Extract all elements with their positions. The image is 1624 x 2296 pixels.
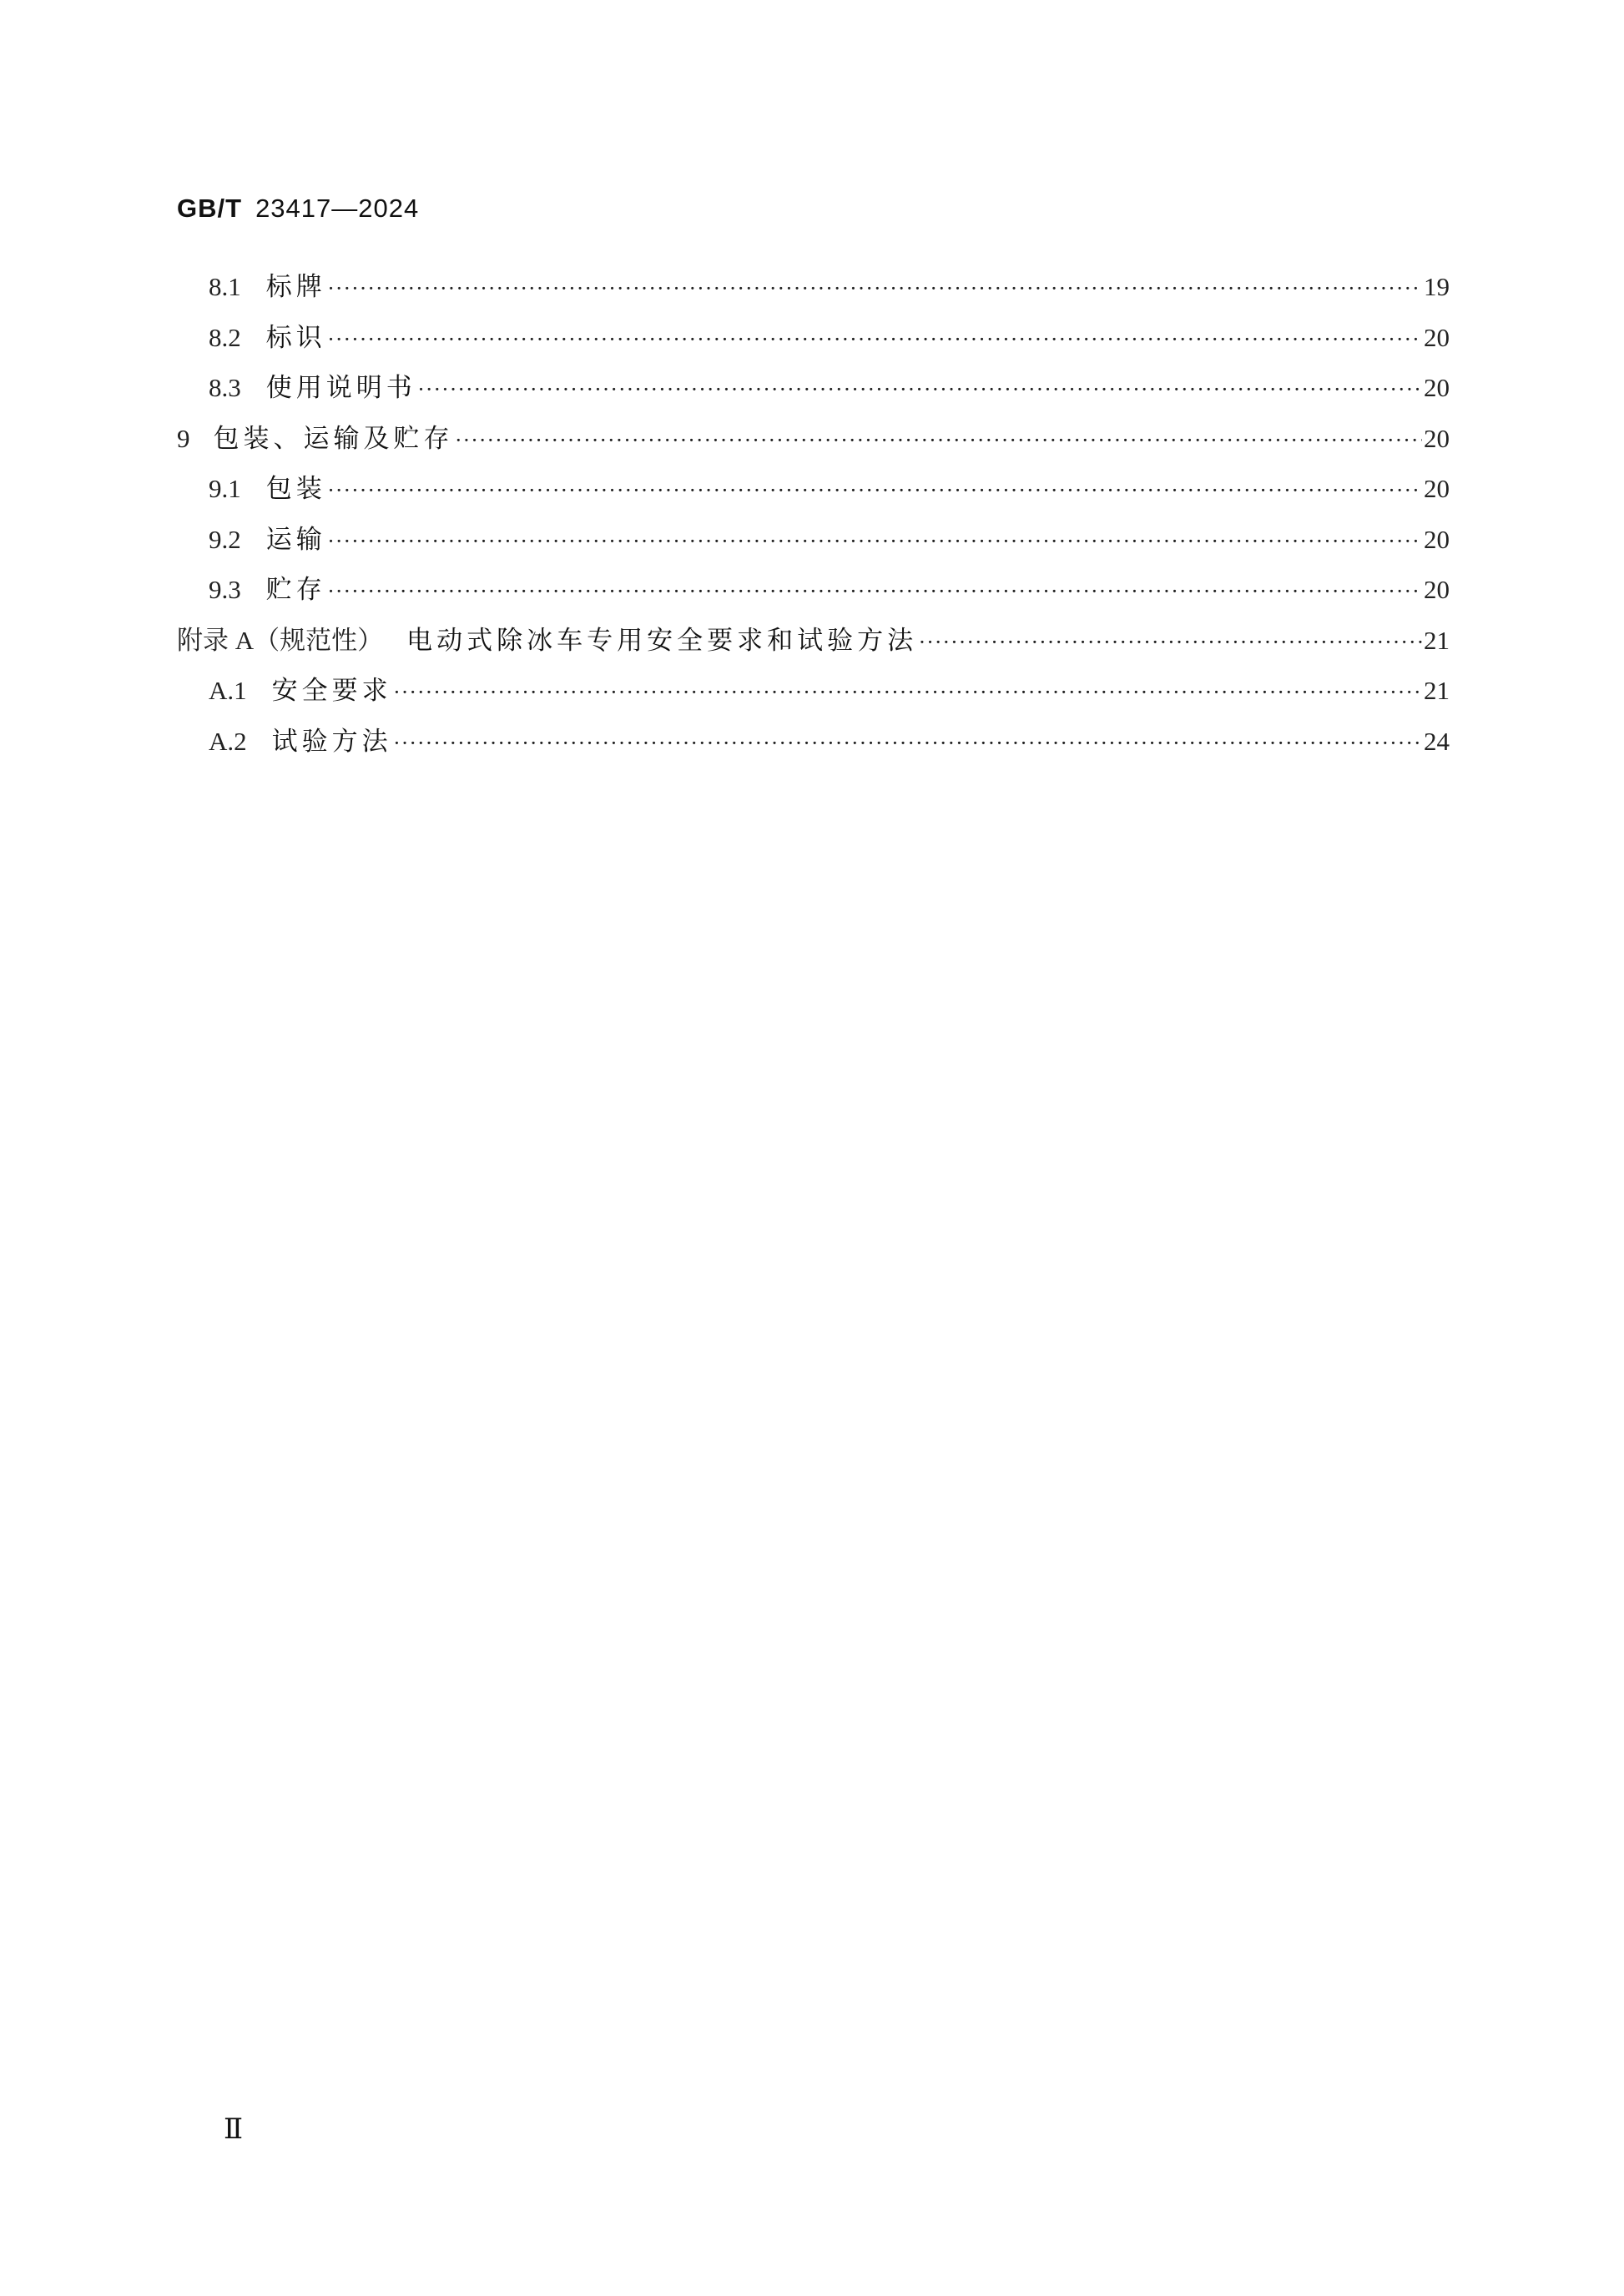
- toc-entry-title: 运输: [265, 524, 326, 555]
- toc-entry[interactable]: [177, 720, 1450, 771]
- toc-entry-page: 20: [1424, 524, 1450, 554]
- toc-entry[interactable]: [177, 568, 1450, 619]
- toc-entry-title: 安全要求: [271, 676, 392, 706]
- toc-entry-page: 20: [1424, 373, 1450, 402]
- toc-dot-leader: [328, 580, 1422, 603]
- toc-entry-number: 8.1: [209, 272, 241, 301]
- toc-dot-leader: [456, 429, 1423, 452]
- toc-entry-title: 包装: [265, 474, 326, 504]
- toc-entry-title: 包装、运输及贮存: [213, 423, 454, 454]
- standard-code: GB/T: [177, 194, 243, 223]
- toc-entry-title: 标识: [265, 322, 326, 353]
- toc-dot-leader: [328, 530, 1422, 553]
- toc-entry[interactable]: [177, 467, 1450, 518]
- page-header: [177, 194, 419, 224]
- toc-dot-leader: [328, 479, 1422, 502]
- table-of-contents: [177, 265, 1450, 770]
- toc-dot-leader: [328, 328, 1422, 351]
- toc-entry[interactable]: [177, 265, 1450, 316]
- toc-entry-title: 标牌: [265, 272, 326, 302]
- page-number: Ⅱ: [224, 2114, 244, 2145]
- toc-entry-number: 8.3: [209, 373, 241, 402]
- toc-entry-number: 9: [177, 423, 190, 453]
- toc-entry-title: 使用说明书: [265, 373, 416, 403]
- toc-entry-page: 24: [1424, 726, 1450, 756]
- toc-dot-leader: [394, 681, 1422, 704]
- toc-dot-leader: [418, 378, 1422, 401]
- toc-entry-page: 21: [1424, 676, 1450, 705]
- toc-entry-number: 8.2: [209, 322, 241, 352]
- toc-entry[interactable]: [177, 366, 1450, 417]
- toc-entry[interactable]: [177, 417, 1450, 468]
- toc-entry-number: 9.2: [209, 524, 241, 554]
- toc-dot-leader: [328, 277, 1422, 300]
- toc-entry[interactable]: [177, 518, 1450, 569]
- toc-entry-page: 20: [1424, 575, 1450, 604]
- toc-dot-leader: [394, 732, 1422, 755]
- toc-entry-title: 试验方法: [271, 726, 392, 757]
- toc-entry-title: 电动式除冰车专用安全要求和试验方法: [406, 625, 918, 656]
- toc-entry[interactable]: [177, 669, 1450, 720]
- toc-entry[interactable]: [177, 316, 1450, 367]
- toc-entry-number: A.1: [209, 676, 247, 705]
- standard-number: 23417—2024: [255, 194, 420, 223]
- toc-entry-number: 9.3: [209, 575, 241, 604]
- toc-entry-page: 19: [1424, 272, 1450, 301]
- toc-entry-page: 20: [1424, 474, 1450, 503]
- toc-dot-leader: [919, 631, 1422, 654]
- toc-entry-page: 20: [1424, 322, 1450, 352]
- toc-entry-number: A.2: [209, 726, 247, 756]
- toc-entry-title: 贮存: [265, 575, 326, 605]
- toc-entry-page: 20: [1424, 423, 1450, 453]
- toc-entry[interactable]: [177, 619, 1450, 670]
- toc-entry-number: 9.1: [209, 474, 241, 503]
- toc-entry-page: 21: [1424, 625, 1450, 655]
- toc-entry-number: 附录 A（规范性）: [177, 625, 384, 655]
